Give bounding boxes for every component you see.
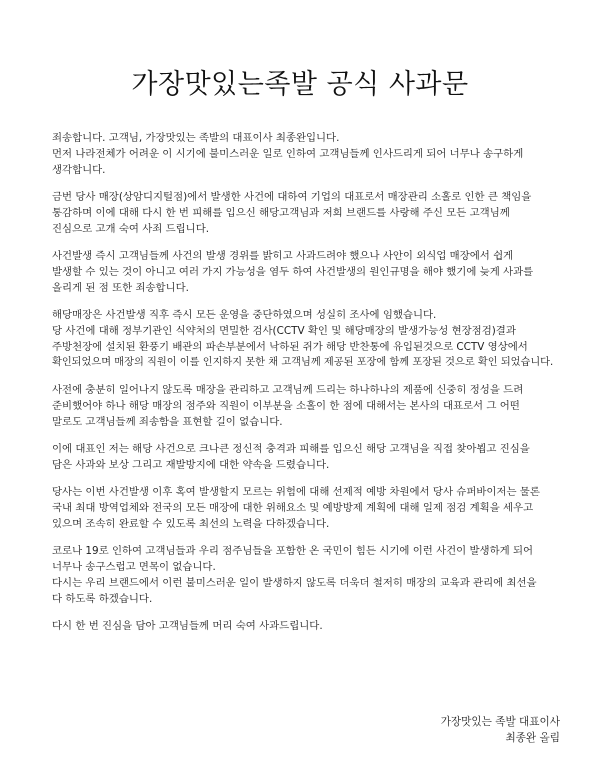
paragraph-line: 코로나 19로 인하여 고객님들과 우리 점주님들을 포함한 온 국민이 힘든 시기에 이런 사건이 발생하게 되어 (52, 545, 534, 557)
paragraph-line: 준비했어야 하나 해당 매장의 점주와 직원이 이부분을 소홀이 한 점에 대해서는 본사의 대표로서 그 어떤 (52, 400, 520, 412)
paragraph-line: 사건발생 즉시 고객님들께 사건의 발생 경위를 밝히고 사과드려야 했으나 사안이 외식업 매장에서 쉽게 (52, 250, 514, 262)
paragraph-line: 올리게 된 점 또한 죄송합니다. (52, 282, 189, 294)
paragraph (52, 543, 562, 607)
paragraph-line: 먼저 나라전체가 어려운 이 시기에 불미스러운 일로 인하여 고객님들께 인사드리게 되어 너무나 송구하게 (52, 148, 524, 160)
paragraph (52, 130, 562, 178)
paragraph (52, 441, 562, 473)
document-title: 가장맛있는족발 공식 사과문 (131, 69, 469, 100)
paragraph (52, 618, 562, 634)
paragraph-line: 확인되었으며 매장의 직원이 이를 인지하지 못한 채 고객님께 제공된 포장에 함께 포장된 것으로 확인 되었습니다. (52, 357, 554, 368)
paragraph-line: 통감하며 이에 대해 다시 한 번 피해를 입으신 해당고객님과 저희 브랜드를 사랑해 주신 모든 고객님께 (52, 207, 510, 219)
paragraph (52, 248, 562, 296)
paragraph-line: 너무나 송구스럽고 면목이 없습니다. (52, 561, 216, 573)
signature-company: 가장맛있는 족발 대표이사 (440, 716, 560, 728)
paragraph-line: 발생할 수 있는 것이 아니고 여러 가지 가능성을 염두 하여 사건발생의 원인규명을 해야 했기에 늦게 사과를 (52, 266, 534, 278)
paragraph-line: 금번 당사 매장(상암디지털점)에서 발생한 사건에 대하여 기업의 대표로서 매장관리 소홀로 인한 큰 책임을 (52, 191, 532, 203)
paragraph-line: 국내 최대 방역업체와 전국의 모든 매장에 대한 위해요소 및 예방방제 계획에 대해 일제 점검 계획을 세우고 (52, 502, 534, 514)
paragraph-line: 죄송합니다. 고객님, 가장맛있는 족발의 대표이사 최종완입니다. (52, 132, 340, 144)
paragraph (52, 307, 562, 371)
paragraph-line: 당 사건에 대해 정부기관인 식약처의 면밀한 검사(CCTV 확인 및 해당매장의 발생가능성 현장점검)결과 (52, 325, 516, 337)
paragraph-line: 당사는 이번 사건발생 이후 혹여 발생할지 모르는 위험에 대해 선제적 예방 차원에서 당사 슈퍼바이저는 물론 (52, 486, 540, 498)
signature-block (441, 714, 560, 746)
paragraph-line: 생각합니다. (52, 164, 106, 176)
paragraph-line: 담은 사과와 보상 그리고 재발방지에 대한 약속을 드렸습니다. (52, 459, 330, 471)
paragraph-line: 진심으로 고개 숙여 사죄 드립니다. (52, 223, 210, 235)
document-body (52, 130, 562, 645)
paragraph-line: 있으며 조속히 완료할 수 있도록 최선의 노력을 다하겠습니다. (52, 518, 330, 530)
paragraph-line: 해당매장은 사건발생 직후 즉시 모든 운영을 중단하였으며 성실히 조사에 임했습니다. (52, 309, 437, 321)
paragraph-line: 이에 대표인 저는 해당 사건으로 크나큰 정신적 충격과 피해를 입으신 해당 고객님을 직접 찾아뵙고 진심을 (52, 443, 530, 455)
paragraph-line: 다시 한 번 진심을 담아 고객님들께 머리 숙여 사과드립니다. (52, 620, 323, 632)
paragraph (52, 189, 562, 237)
paragraph-line: 사전에 충분히 일어나지 않도록 매장을 관리하고 고객님께 드리는 하나하나의 제품에 신중히 정성을 드려 (52, 384, 524, 396)
signature-name: 최종완 올림 (505, 732, 560, 744)
paragraph-line: 주방천장에 설치된 환풍기 배관의 파손부분에서 낙하된 쥐가 해당 반찬통에 유입된것으로 CCTV 영상에서 (52, 341, 528, 353)
paragraph-line: 말로도 고객님들께 죄송함을 표현할 길이 없습니다. (52, 416, 283, 428)
paragraph (52, 484, 562, 532)
paragraph (52, 382, 562, 430)
paragraph-line: 다 하도록 하겠습니다. (52, 593, 153, 605)
paragraph-line: 다시는 우리 브랜드에서 이런 불미스러운 일이 발생하지 않도록 더욱더 철저히 매장의 교육과 관리에 최선을 (52, 577, 537, 589)
